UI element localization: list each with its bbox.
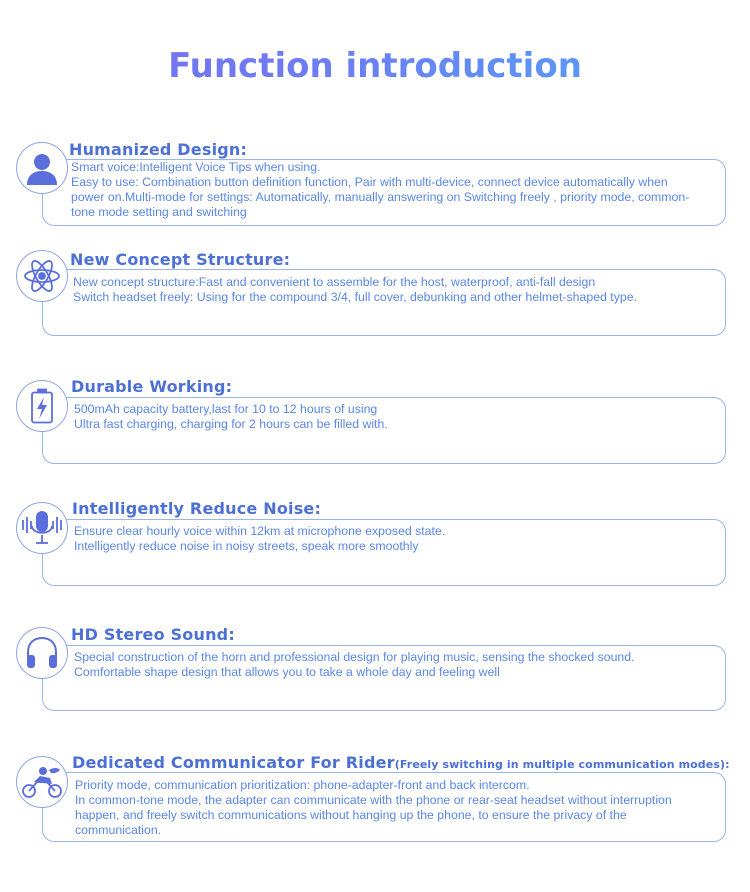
headphones-icon [16,627,68,679]
heading-main: Dedicated Communicator For Rider [72,753,395,772]
page-title: Function introduction [0,46,750,86]
body-line: Comfortable shape design that allows you to take a whole day and feeling well [74,665,500,679]
body-line: Smart voice:Intelligent Voice Tips when using. [71,160,321,174]
motorcycle-icon [16,756,68,808]
section-body [75,778,715,838]
body-line: New concept structure:Fast and convenient to assemble for the host, waterproof, anti-fall design [73,275,596,289]
section-heading: Durable Working: [71,377,233,396]
body-line: Intelligently reduce noise in noisy streets, speak more smoothly [74,539,419,553]
user-icon [16,142,68,194]
body-line: Switch headset freely: Using for the compound 3/4, full cover, debunking and other helmet-shaped type. [73,290,637,304]
section-body [71,160,711,220]
section-heading: Humanized Design: [69,140,248,159]
body-line: Special construction of the horn and professional design for playing music, sensing the shocked sound. [74,650,635,664]
heading-subtitle: (Freely switching in multiple communication modes): [394,758,730,771]
section-body [74,524,714,554]
body-line: Easy to use: Combination button definition function, Pair with multi-device, connect device automatically when power on.Multi-mode for settings: Automatically, manually answering on Switching freely , priority mode, common-tone mode setting and switching [71,175,690,219]
section-heading [72,753,730,772]
section-body [74,402,714,432]
battery-icon [16,380,68,432]
body-line: In common-tone mode, the adapter can communicate with the phone or rear-seat headset without interruption happen, and freely switch communications without hanging up the phone, to ensure the privacy of the communication. [75,793,672,837]
body-line: Ultra fast charging, charging for 2 hours can be filled with. [74,417,388,431]
section-heading: Intelligently Reduce Noise: [72,499,322,518]
section-heading: HD Stereo Sound: [71,625,235,644]
microphone-icon [16,502,68,554]
section-body [74,650,714,680]
body-line: Ensure clear hourly voice within 12km at microphone exposed state. [74,524,446,538]
atom-icon [16,250,68,302]
body-line: Priority mode, communication prioritization: phone-adapter-front and back intercom. [75,778,530,792]
body-line: 500mAh capacity battery,last for 10 to 12 hours of using [74,402,378,416]
section-body [73,275,713,305]
section-heading: New Concept Structure: [70,250,291,269]
